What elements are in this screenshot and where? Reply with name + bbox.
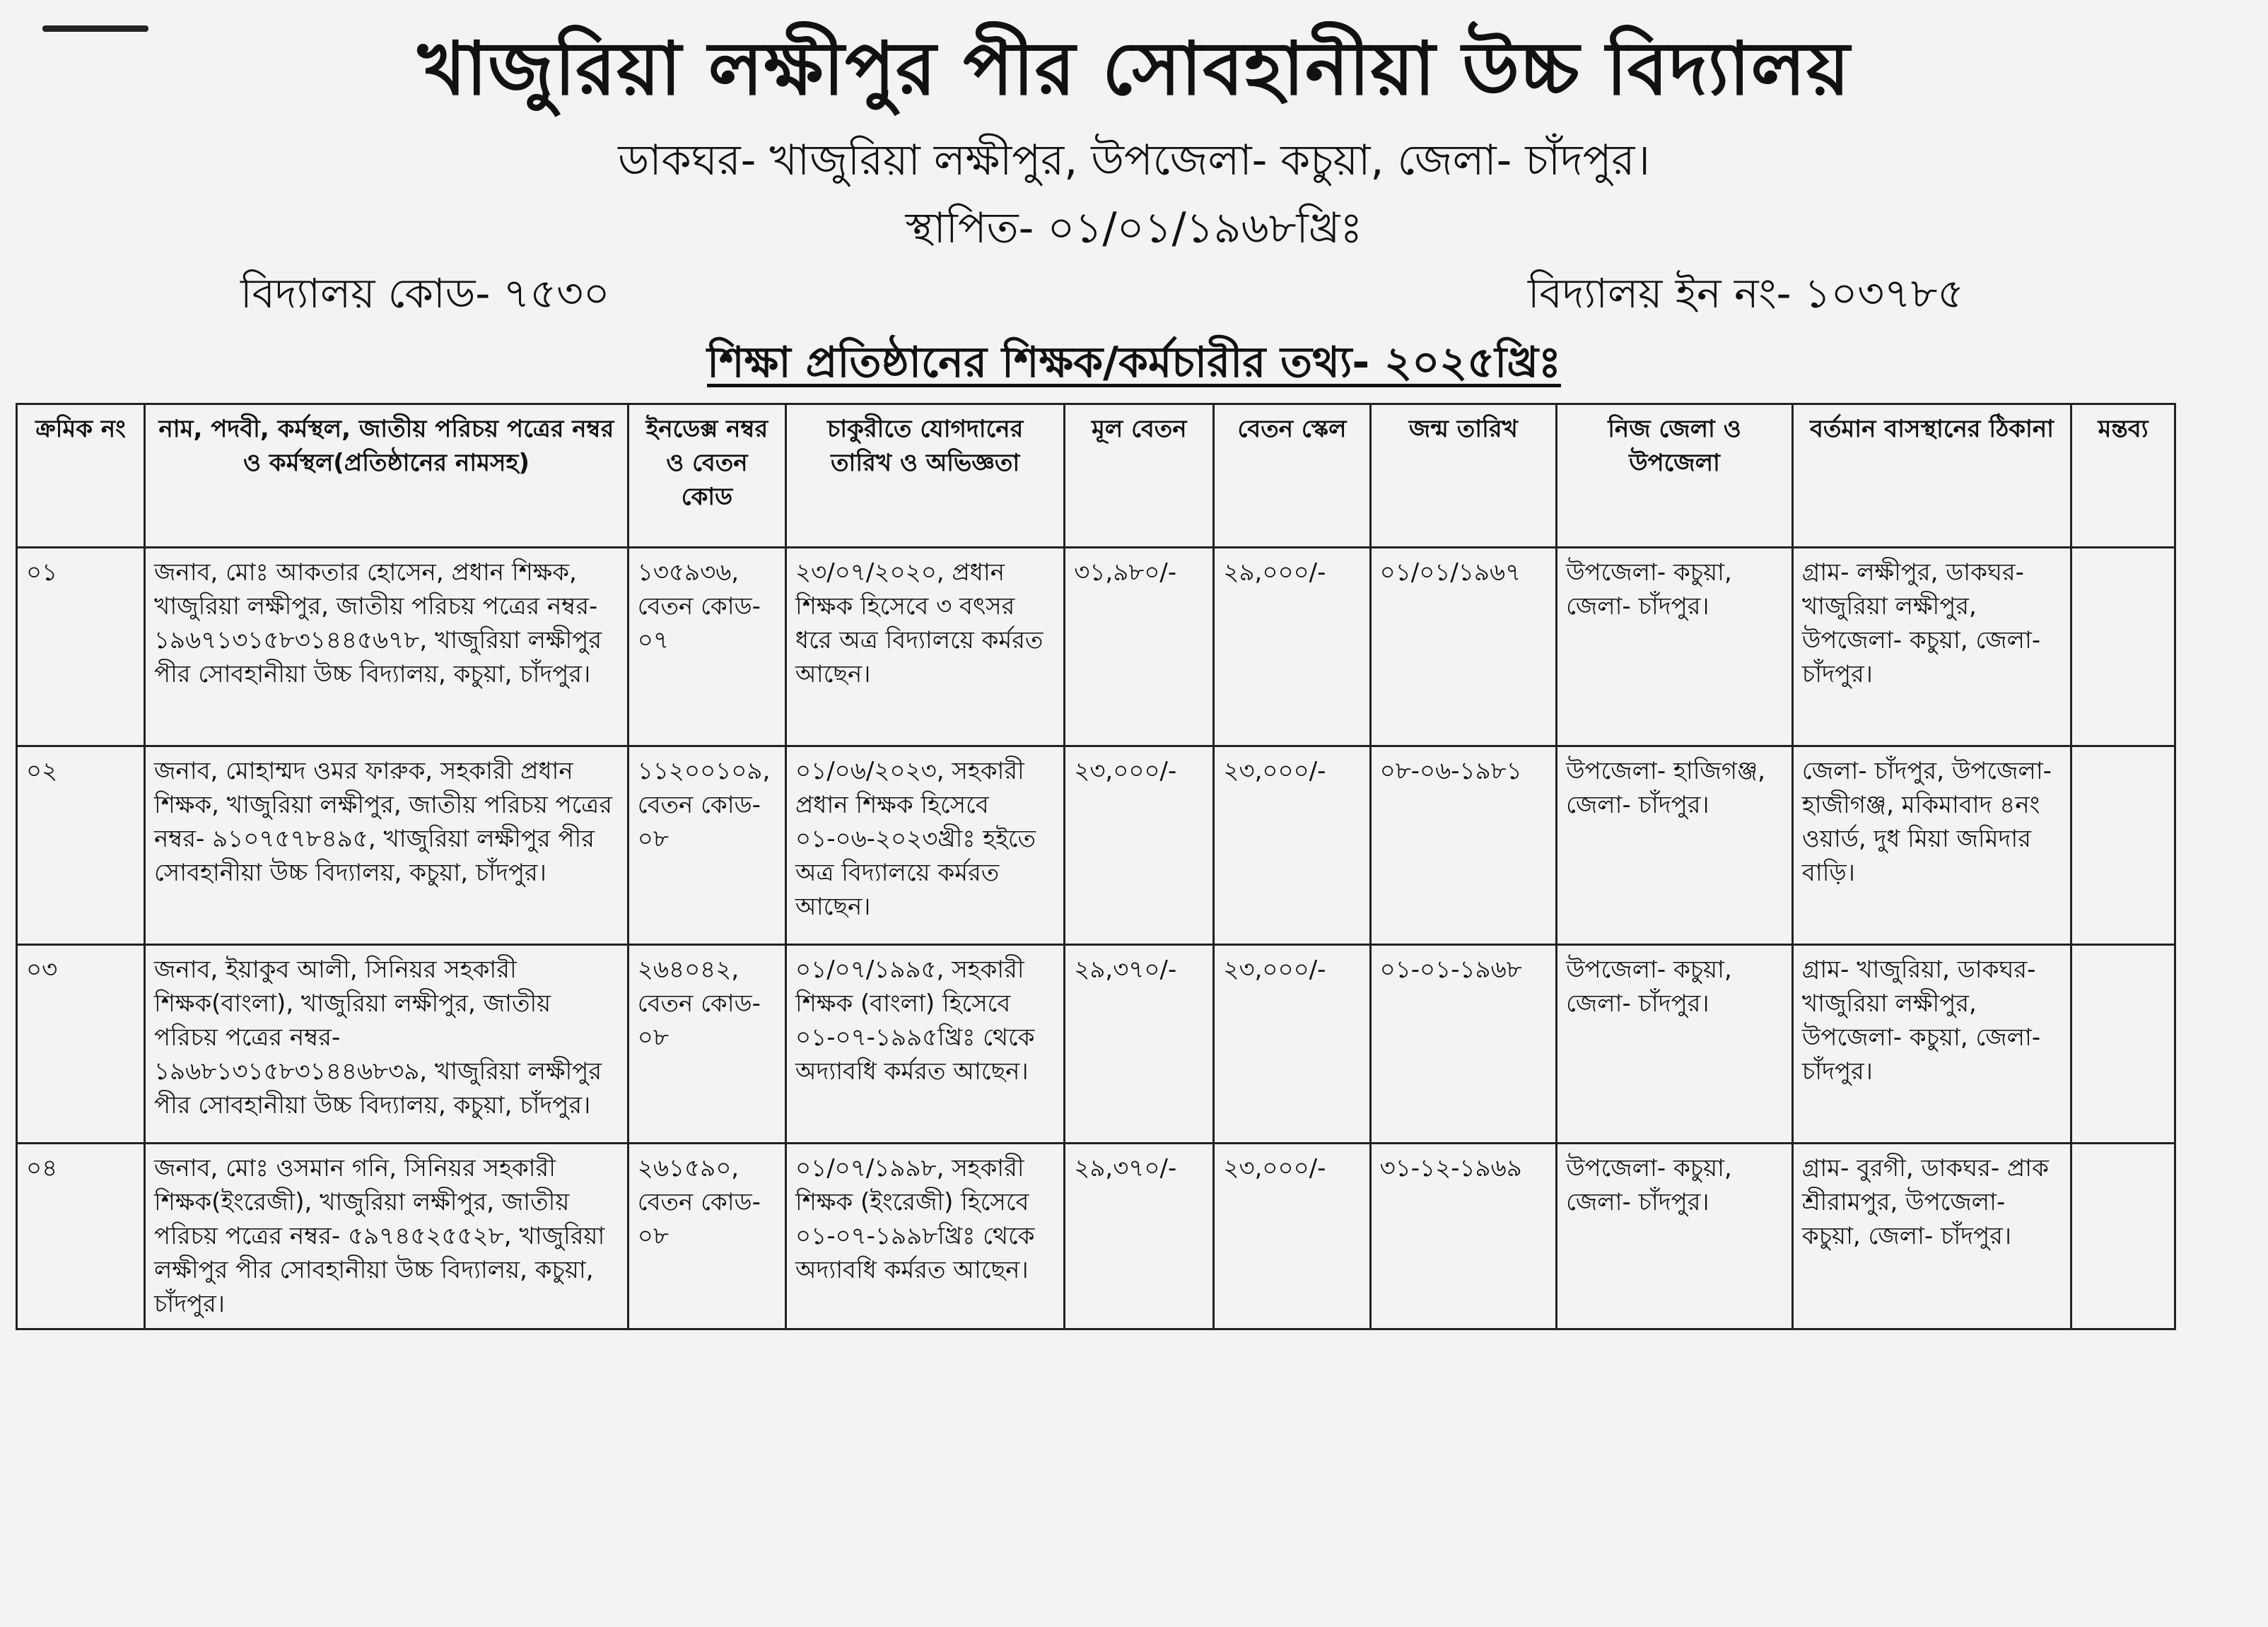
cell-basic-pay: ২৩,০০০/- (1065, 746, 1214, 945)
school-code: বিদ্যালয় কোড- ৭৫৩০ (240, 269, 610, 317)
cell-present-address: গ্রাম- বুরগী, ডাকঘর- প্রাক শ্রীরামপুর, উপজেলা- কচুয়া, জেলা- চাঁদপুর। (1792, 1144, 2071, 1329)
col-header-serial: ক্রমিক নং (17, 404, 145, 548)
staff-info-table (16, 403, 2176, 1330)
cell-pay-scale: ২৩,০০০/- (1214, 746, 1370, 945)
cell-details: জনাব, ইয়াকুব আলী, সিনিয়র সহকারী শিক্ষক(বাংলা), খাজুরিয়া লক্ষীপুর, জাতীয় পরিচয় পত্রের নম্বর- ১৯৬৮১৩১৫৮৩১৪৪৬৮৩৯, খাজুরিয়া লক্ষীপুর পীর সোবহানীয়া উচ্চ বিদ্যালয়, কচুয়া, চাঁদপুর। (145, 945, 629, 1144)
col-header-birth-date: জন্ম তারিখ (1370, 404, 1556, 548)
cell-details: জনাব, মোহাম্মদ ওমর ফারুক, সহকারী প্রধান শিক্ষক, খাজুরিয়া লক্ষীপুর, জাতীয় পরিচয় পত্রের নম্বর- ৯১০৭৫৭৮৪৯৫, খাজুরিয়া লক্ষীপুর পীর সোবহানীয়া উচ্চ বিদ্যালয়, কচুয়া, চাঁদপুর। (145, 746, 629, 945)
cell-serial: ০৩ (17, 945, 145, 1144)
cell-index-code: ২৬১৫৯০, বেতন কোড- ০৮ (628, 1144, 785, 1329)
cell-present-address: গ্রাম- খাজুরিয়া, ডাকঘর- খাজুরিয়া লক্ষীপুর, উপজেলা- কচুয়া, জেলা- চাঁদপুর। (1792, 945, 2071, 1144)
col-header-present-address: বর্তমান বাসস্থানের ঠিকানা (1792, 404, 2071, 548)
col-header-index-code: ইনডেক্স নম্বর ও বেতন কোড (628, 404, 785, 548)
col-header-details: নাম, পদবী, কর্মস্থল, জাতীয় পরিচয় পত্রের নম্বর ও কর্মস্থল(প্রতিষ্ঠানের নামসহ) (145, 404, 629, 548)
cell-remarks (2071, 746, 2175, 945)
cell-home-district: উপজেলা- কচুয়া, জেলা- চাঁদপুর। (1557, 945, 1793, 1144)
cell-details: জনাব, মোঃ ওসমান গনি, সিনিয়র সহকারী শিক্ষক(ইংরেজী), খাজুরিয়া লক্ষীপুর, জাতীয় পরিচয় পত্রের নম্বর- ৫৯৭৪৫২৫৫২৮, খাজুরিয়া লক্ষীপুর পীর সোবহানীয়া উচ্চ বিদ্যালয়, কচুয়া, চাঁদপুর। (145, 1144, 629, 1329)
cell-remarks (2071, 945, 2175, 1144)
table-row (17, 1144, 2175, 1329)
cell-pay-scale: ২৯,০০০/- (1214, 548, 1370, 746)
cell-joining: ০১/০৬/২০২৩, সহকারী প্রধান শিক্ষক হিসেবে ০১-০৬-২০২৩খ্রীঃ হইতে অত্র বিদ্যালয়ে কর্মরত আছেন। (786, 746, 1065, 945)
col-header-remarks: মন্তব্য (2071, 404, 2175, 548)
cell-birth-date: ০৮-০৬-১৯৮১ (1370, 746, 1556, 945)
school-address: ডাকঘর- খাজুরিয়া লক্ষীপুর, উপজেলা- কচুয়া, জেলা- চাঁদপুর। (618, 136, 1650, 185)
cell-present-address: জেলা- চাঁদপুর, উপজেলা- হাজীগঞ্জ, মকিমাবাদ ৪নং ওয়ার্ড, দুধ মিয়া জমিদার বাড়ি। (1792, 746, 2071, 945)
cell-home-district: উপজেলা- কচুয়া, জেলা- চাঁদপুর। (1557, 1144, 1793, 1329)
established-date: স্থাপিত- ০১/০১/১৯৬৮খ্রিঃ (905, 204, 1363, 253)
cell-index-code: ১৩৫৯৩৬, বেতন কোড- ০৭ (628, 548, 785, 746)
sheet-title (0, 331, 2268, 394)
cell-serial: ০৪ (17, 1144, 145, 1329)
cell-remarks (2071, 548, 2175, 746)
table-row (17, 945, 2175, 1144)
cell-birth-date: ০১/০১/১৯৬৭ (1370, 548, 1556, 746)
cell-pay-scale: ২৩,০০০/- (1214, 1144, 1370, 1329)
cell-birth-date: ৩১-১২-১৯৬৯ (1370, 1144, 1556, 1329)
table-row (17, 746, 2175, 945)
col-header-basic-pay: মূল বেতন (1065, 404, 1214, 548)
school-ein: বিদ্যালয় ইন নং- ১০৩৭৮৫ (1527, 269, 1964, 317)
cell-basic-pay: ২৯,৩৭০/- (1065, 1144, 1214, 1329)
cell-serial: ০২ (17, 746, 145, 945)
cell-serial: ০১ (17, 548, 145, 746)
cell-index-code: ১১২০০১০৯, বেতন কোড- ০৮ (628, 746, 785, 945)
table-row (17, 548, 2175, 746)
table-header-row (17, 404, 2175, 548)
cell-home-district: উপজেলা- হাজিগঞ্জ, জেলা- চাঁদপুর। (1557, 746, 1793, 945)
school-name: খাজুরিয়া লক্ষীপুর পীর সোবহানীয়া উচ্চ বিদ্যালয় (417, 25, 1851, 112)
sheet-title-text: শিক্ষা প্রতিষ্ঠানের শিক্ষক/কর্মচারীর তথ্য- ২০২৫খ্রিঃ (707, 338, 1561, 387)
col-header-pay-scale: বেতন স্কেল (1214, 404, 1370, 548)
cell-basic-pay: ২৯,৩৭০/- (1065, 945, 1214, 1144)
cell-birth-date: ০১-০১-১৯৬৮ (1370, 945, 1556, 1144)
cell-joining: ২৩/০৭/২০২০, প্রধান শিক্ষক হিসেবে ৩ বৎসর ধরে অত্র বিদ্যালয়ে কর্মরত আছেন। (786, 548, 1065, 746)
cell-pay-scale: ২৩,০০০/- (1214, 945, 1370, 1144)
cell-remarks (2071, 1144, 2175, 1329)
cell-index-code: ২৬৪০৪২, বেতন কোড- ০৮ (628, 945, 785, 1144)
cell-joining: ০১/০৭/১৯৯৫, সহকারী শিক্ষক (বাংলা) হিসেবে ০১-০৭-১৯৯৫খ্রিঃ থেকে অদ্যাবধি কর্মরত আছেন। (786, 945, 1065, 1144)
cell-details: জনাব, মোঃ আকতার হোসেন, প্রধান শিক্ষক, খাজুরিয়া লক্ষীপুর, জাতীয় পরিচয় পত্রের নম্বর- ১৯৬৭১৩১৫৮৩১৪৪৫৬৭৮, খাজুরিয়া লক্ষীপুর পীর সোবহানীয়া উচ্চ বিদ্যালয়, কচুয়া, চাঁদপুর। (145, 548, 629, 746)
col-header-joining: চাকুরীতে যোগদানের তারিখ ও অভিজ্ঞতা (786, 404, 1065, 548)
cell-basic-pay: ৩১,৯৮০/- (1065, 548, 1214, 746)
cell-home-district: উপজেলা- কচুয়া, জেলা- চাঁদপুর। (1557, 548, 1793, 746)
cell-joining: ০১/০৭/১৯৯৮, সহকারী শিক্ষক (ইংরেজী) হিসেবে ০১-০৭-১৯৯৮খ্রিঃ থেকে অদ্যাবধি কর্মরত আছেন। (786, 1144, 1065, 1329)
cell-present-address: গ্রাম- লক্ষীপুর, ডাকঘর- খাজুরিয়া লক্ষীপুর, উপজেলা- কচুয়া, জেলা- চাঁদপুর। (1792, 548, 2071, 746)
col-header-home-district: নিজ জেলা ও উপজেলা (1557, 404, 1793, 548)
